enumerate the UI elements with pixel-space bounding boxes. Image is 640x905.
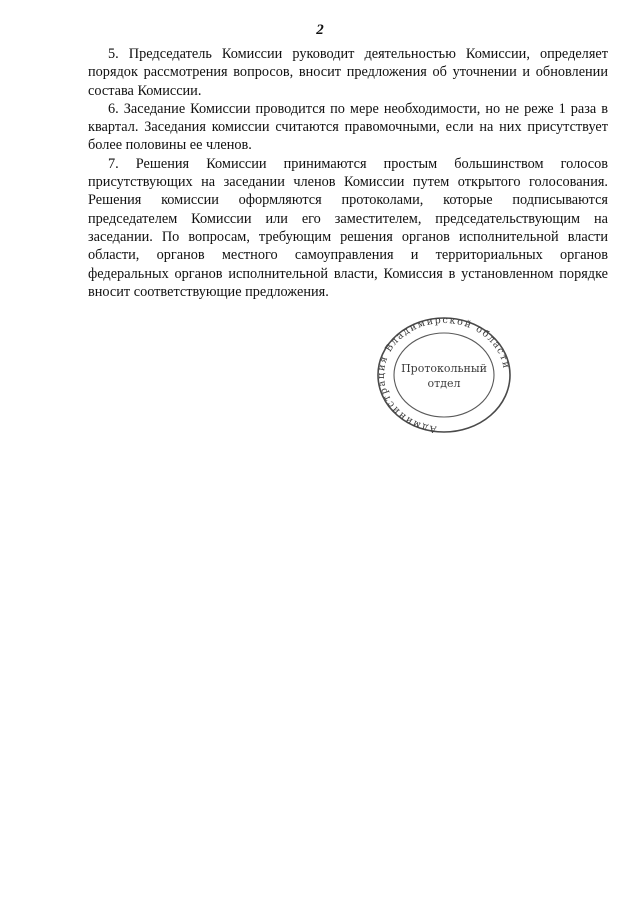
stamp-outer-text: Администрация Владимирской области [376,315,512,435]
stamp-inner-line-2: отдел [427,377,461,390]
page-number: 2 [316,22,324,38]
paragraph-6: 6. Заседание Комиссии проводится по мере необходимости, но не реже 1 раза в квартал. Заседания комиссии считаются правомочными, если на них присутствует более половины ее членов. [88,100,608,154]
paragraph-5: 5. Председатель Комиссии руководит деятельностью Комиссии, определяет порядок рассмотрения вопросов, вносит предложения об уточнении и обновлении состава Комиссии. [88,46,608,99]
document-body [88,45,608,301]
paragraph-7: 7. Решения Комиссии принимаются простым большинством голосов присутствующих на заседании членов Комиссии путем открытого голосования. Решения комиссии оформляются протоколами, которые подписываются председателем Комиссии или его заместителем, председательствующим на заседании. По вопросам, требующим решения органов исполнительной власти области, органов местного самоуправления и территориальных органов федеральных органов исполнительной власти, Комиссия в установленном порядке вносит соответствующие предложения. [88,155,608,300]
stamp-seal-icon [374,315,514,435]
official-stamp [374,315,514,435]
stamp-inner-line-1: Протокольный [401,362,487,375]
